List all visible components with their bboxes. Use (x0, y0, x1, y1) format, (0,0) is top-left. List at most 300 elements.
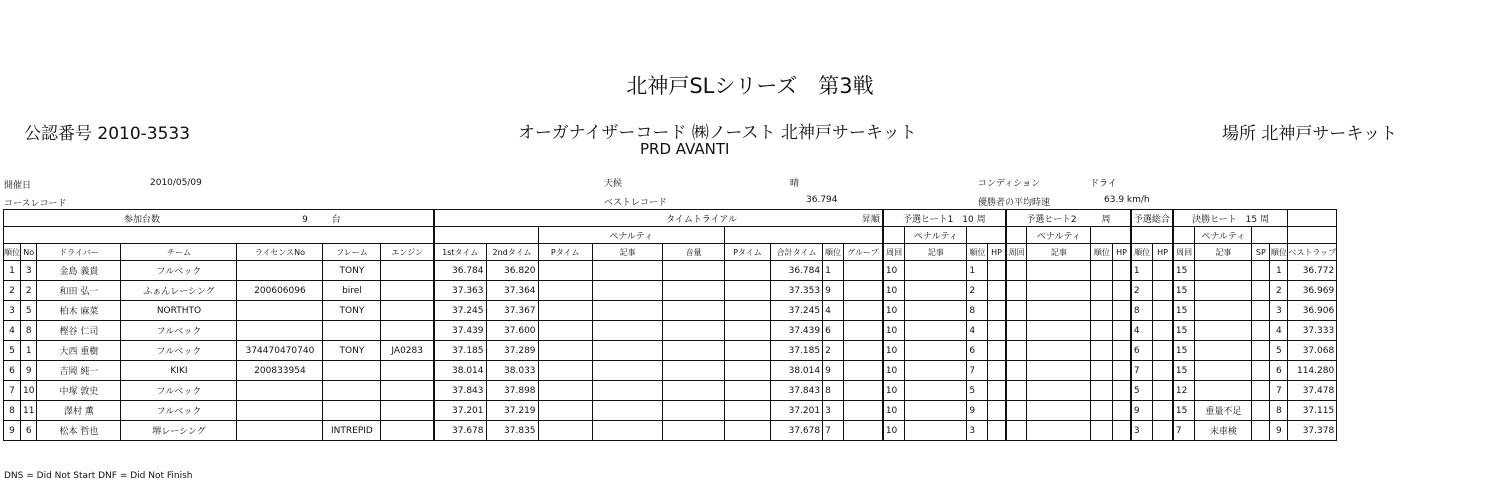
cell-total: 37.439 (771, 321, 823, 341)
cell-t1: 37.185 (434, 341, 486, 361)
avg-speed-label: 優勝者の平均時速 (978, 198, 1051, 208)
weather-label: 天候 (604, 179, 623, 189)
empty-cell (1113, 341, 1131, 361)
cell-f_laps: 7 (1173, 421, 1195, 441)
participants-label: 参加台数 (124, 214, 161, 225)
column-header: 1stタイム (434, 244, 486, 261)
heat2-label: 予選ヒート2 (1026, 214, 1077, 225)
empty-cell (843, 301, 882, 321)
cell-f_rank: 4 (1270, 321, 1288, 341)
empty-cell (592, 321, 663, 341)
empty-cell (1252, 421, 1270, 441)
cell-rank: 7 (4, 381, 21, 401)
empty-cell (1027, 281, 1091, 301)
cell-license (237, 301, 323, 321)
column-header: 周回 (883, 244, 905, 261)
cell-q_rank: 3 (1131, 421, 1153, 441)
cell-h1_rank: 9 (967, 401, 988, 421)
empty-cell (663, 361, 724, 381)
empty-cell (905, 421, 967, 441)
cell-h1_rank: 2 (967, 281, 988, 301)
column-header: ライセンスNo (237, 244, 323, 261)
table-row (4, 301, 1337, 321)
cell-team: 堺レーシング (121, 421, 237, 441)
empty-cell (1006, 261, 1027, 281)
cell-f_note (1195, 301, 1252, 321)
cell-license (237, 421, 323, 441)
empty-cell (988, 421, 1006, 441)
empty-cell (724, 321, 770, 341)
empty-cell (905, 301, 967, 321)
best-record-value: 36.794 (806, 195, 838, 205)
empty-cell (988, 321, 1006, 341)
cell-q_rank: 1 (1131, 261, 1153, 281)
empty-cell (843, 321, 882, 341)
cell-total: 37.185 (771, 341, 823, 361)
final-unit: 周 (1260, 214, 1270, 225)
empty-cell (663, 401, 724, 421)
cell-t1: 37.678 (434, 421, 486, 441)
empty-cell (1006, 321, 1027, 341)
results-body (4, 261, 1337, 441)
cell-best: 37.068 (1288, 341, 1337, 361)
cell-best: 36.772 (1288, 261, 1337, 281)
column-header: SP (1252, 244, 1270, 261)
empty-cell (592, 361, 663, 381)
cell-f_note (1195, 341, 1252, 361)
asc-label: 昇順 (861, 214, 880, 225)
weather-value: 晴 (790, 179, 800, 189)
cell-t2: 37.364 (486, 281, 538, 301)
cell-t2: 37.219 (486, 401, 538, 421)
cell-license: 374470470740 (237, 341, 323, 361)
empty-cell (724, 281, 770, 301)
cell-best: 36.906 (1288, 301, 1337, 321)
final-penalty-label: ペナルティ (1195, 227, 1252, 244)
condition-value: ドライ (1090, 179, 1117, 189)
column-header: 2ndタイム (486, 244, 538, 261)
cell-total: 37.678 (771, 421, 823, 441)
empty-cell (905, 341, 967, 361)
cell-h1_laps: 10 (883, 301, 905, 321)
empty-cell (1113, 281, 1131, 301)
cell-f_laps: 15 (1173, 261, 1195, 281)
empty-cell (1091, 301, 1113, 321)
column-header: 順位 (1131, 244, 1153, 261)
page-title: 北神戸SLシリーズ 第3戦 (626, 74, 874, 98)
empty-cell (1006, 227, 1027, 244)
empty-cell (724, 301, 770, 321)
cell-total: 37.353 (771, 281, 823, 301)
empty-cell (1153, 301, 1173, 321)
empty-cell (988, 341, 1006, 361)
cell-f_note (1195, 321, 1252, 341)
cell-total: 37.843 (771, 381, 823, 401)
cell-t2: 38.033 (486, 361, 538, 381)
heat2-unit: 周 (1101, 214, 1111, 225)
empty-cell (988, 381, 1006, 401)
cell-q_rank: 4 (1131, 321, 1153, 341)
cell-rank: 9 (4, 421, 21, 441)
column-header: 順位 (967, 244, 988, 261)
cell-frame: birel (323, 281, 381, 301)
empty-cell (1252, 381, 1270, 401)
empty-cell (967, 227, 1006, 244)
cell-tt_rank: 8 (823, 381, 844, 401)
cell-best: 37.478 (1288, 381, 1337, 401)
column-header: 合計タイム (771, 244, 823, 261)
cell-rank: 3 (4, 301, 21, 321)
cell-f_rank: 2 (1270, 281, 1288, 301)
cell-total: 37.201 (771, 401, 823, 421)
column-header: Pタイム (724, 244, 770, 261)
column-header: 順位 (1091, 244, 1113, 261)
table-row (4, 281, 1337, 301)
empty-cell (1113, 321, 1131, 341)
cell-h1_laps: 10 (883, 261, 905, 281)
cell-driver: 樫谷 仁司 (37, 321, 121, 341)
cell-no: 10 (21, 381, 37, 401)
organizer-sub: PRD AVANTI (640, 140, 730, 158)
cell-engine (381, 361, 434, 381)
cell-h1_laps: 10 (883, 281, 905, 301)
cell-rank: 1 (4, 261, 21, 281)
certification-number: 公認番号 2010-3533 (24, 124, 191, 144)
cell-t2: 37.600 (486, 321, 538, 341)
cell-license: 200833954 (237, 361, 323, 381)
cell-team: KIKI (121, 361, 237, 381)
cell-frame: TONY (323, 341, 381, 361)
empty-cell (1091, 281, 1113, 301)
cell-f_rank: 9 (1270, 421, 1288, 441)
cell-driver: 澤村 薫 (37, 401, 121, 421)
cell-h1_laps: 10 (883, 321, 905, 341)
empty-cell (538, 341, 592, 361)
cell-t1: 37.245 (434, 301, 486, 321)
cell-f_rank: 5 (1270, 341, 1288, 361)
empty-cell (1091, 227, 1131, 244)
cell-t1: 38.014 (434, 361, 486, 381)
cell-f_laps: 15 (1173, 281, 1195, 301)
cell-license (237, 381, 323, 401)
heat1-label: 予選ヒート1 (903, 214, 954, 225)
empty-cell (905, 381, 967, 401)
cell-h1_rank: 7 (967, 361, 988, 381)
empty-cell (1252, 321, 1270, 341)
empty-cell (724, 227, 883, 244)
cell-h1_rank: 6 (967, 341, 988, 361)
cell-q_rank: 2 (1131, 281, 1153, 301)
empty-cell (538, 381, 592, 401)
empty-cell (1091, 261, 1113, 281)
empty-cell (1153, 381, 1173, 401)
cell-best: 37.378 (1288, 421, 1337, 441)
empty-cell (592, 421, 663, 441)
cell-engine (381, 281, 434, 301)
table-row (4, 401, 1337, 421)
cell-h1_laps: 10 (883, 401, 905, 421)
venue: 場所 北神戸サーキット (1222, 124, 1398, 144)
cell-no: 1 (21, 341, 37, 361)
empty-cell (434, 227, 538, 244)
cell-team: NORTHTO (121, 301, 237, 321)
cell-total: 37.245 (771, 301, 823, 321)
empty-cell (663, 421, 724, 441)
cell-engine: JA0283 (381, 341, 434, 361)
column-header: 順位 (823, 244, 844, 261)
cell-total: 36.784 (771, 261, 823, 281)
table-row (4, 361, 1337, 381)
empty-cell (1091, 361, 1113, 381)
cell-no: 8 (21, 321, 37, 341)
cell-best: 36.969 (1288, 281, 1337, 301)
table-row (4, 381, 1337, 401)
empty-header-cell (1288, 210, 1337, 227)
empty-cell (905, 401, 967, 421)
empty-cell (538, 301, 592, 321)
empty-cell (905, 281, 967, 301)
cell-engine (381, 261, 434, 281)
cell-engine (381, 381, 434, 401)
empty-cell (1091, 401, 1113, 421)
cell-license (237, 261, 323, 281)
cell-engine (381, 421, 434, 441)
cell-no: 11 (21, 401, 37, 421)
column-header: フレーム (323, 244, 381, 261)
column-header: 周回 (1173, 244, 1195, 261)
empty-cell (883, 227, 905, 244)
heat1-cell (883, 210, 1006, 227)
empty-cell (592, 281, 663, 301)
cell-h1_rank: 8 (967, 301, 988, 321)
cell-total: 38.014 (771, 361, 823, 381)
avg-speed-value: 63.9 km/h (1104, 195, 1150, 205)
cell-team: フルベック (121, 381, 237, 401)
cell-driver: 和田 弘一 (37, 281, 121, 301)
cell-team: フルベック (121, 321, 237, 341)
empty-cell (1027, 381, 1091, 401)
heat1-laps: 10 (962, 214, 974, 225)
empty-cell (988, 281, 1006, 301)
cell-h1_rank: 1 (967, 261, 988, 281)
cell-q_rank: 9 (1131, 401, 1153, 421)
empty-cell (1252, 227, 1288, 244)
empty-cell (1252, 361, 1270, 381)
cell-t2: 37.898 (486, 381, 538, 401)
empty-cell (1173, 227, 1195, 244)
cell-rank: 5 (4, 341, 21, 361)
cell-f_note (1195, 261, 1252, 281)
cell-rank: 4 (4, 321, 21, 341)
cell-q_rank: 6 (1131, 341, 1153, 361)
empty-cell (905, 361, 967, 381)
column-header: No (21, 244, 37, 261)
empty-cell (538, 401, 592, 421)
empty-cell (843, 361, 882, 381)
empty-cell (1006, 341, 1027, 361)
cell-engine (381, 301, 434, 321)
cell-t1: 37.843 (434, 381, 486, 401)
cell-t1: 37.363 (434, 281, 486, 301)
cell-h1_laps: 10 (883, 381, 905, 401)
cell-driver: 松本 哲也 (37, 421, 121, 441)
empty-cell (724, 401, 770, 421)
cell-team: フルベック (121, 261, 237, 281)
cell-frame (323, 321, 381, 341)
column-header-row (4, 244, 1337, 261)
cell-h1_rank: 4 (967, 321, 988, 341)
table-row (4, 321, 1337, 341)
participants-cell (4, 210, 434, 227)
column-header: ベストラップ (1288, 244, 1337, 261)
cell-tt_rank: 9 (823, 281, 844, 301)
table-row (4, 341, 1337, 361)
cell-t2: 37.289 (486, 341, 538, 361)
results-table (3, 209, 1337, 441)
penalty-header-row (4, 227, 1337, 244)
cell-driver: 金島 義貴 (37, 261, 121, 281)
empty-cell (1113, 401, 1131, 421)
cell-h1_laps: 10 (883, 421, 905, 441)
cell-no: 6 (21, 421, 37, 441)
cell-rank: 2 (4, 281, 21, 301)
cell-t1: 36.784 (434, 261, 486, 281)
cell-tt_rank: 4 (823, 301, 844, 321)
group-header-row (4, 210, 1337, 227)
cell-frame (323, 381, 381, 401)
cell-t2: 37.835 (486, 421, 538, 441)
empty-cell (1252, 261, 1270, 281)
empty-cell (1153, 401, 1173, 421)
column-header: HP (988, 244, 1006, 261)
empty-cell (1113, 361, 1131, 381)
empty-cell (663, 381, 724, 401)
participants-unit: 台 (331, 214, 341, 225)
course-record-label: コースレコード (4, 199, 67, 209)
cell-f_rank: 1 (1270, 261, 1288, 281)
empty-cell (843, 421, 882, 441)
cell-tt_rank: 6 (823, 321, 844, 341)
empty-cell (1113, 301, 1131, 321)
column-header: 順位 (1270, 244, 1288, 261)
cell-frame (323, 401, 381, 421)
cell-h1_rank: 3 (967, 421, 988, 441)
empty-cell (1027, 401, 1091, 421)
empty-cell (1252, 401, 1270, 421)
cell-team: ふぁんレーシング (121, 281, 237, 301)
cell-license (237, 401, 323, 421)
empty-cell (1091, 321, 1113, 341)
cell-h1_rank: 5 (967, 381, 988, 401)
empty-cell (1153, 261, 1173, 281)
cell-engine (381, 321, 434, 341)
empty-cell (724, 381, 770, 401)
column-header: チーム (121, 244, 237, 261)
column-header: 記事 (1195, 244, 1252, 261)
empty-cell (1027, 301, 1091, 321)
empty-cell (592, 341, 663, 361)
empty-cell (724, 421, 770, 441)
empty-cell (724, 341, 770, 361)
empty-cell (905, 261, 967, 281)
cell-license (237, 321, 323, 341)
column-header: 記事 (1027, 244, 1091, 261)
cell-f_rank: 8 (1270, 401, 1288, 421)
cell-team: フルベック (121, 401, 237, 421)
participants-count: 9 (302, 214, 308, 225)
empty-cell (1153, 281, 1173, 301)
column-header: 音量 (663, 244, 724, 261)
cell-no: 5 (21, 301, 37, 321)
empty-cell (4, 227, 434, 244)
empty-cell (1027, 321, 1091, 341)
empty-cell (905, 321, 967, 341)
empty-cell (1113, 381, 1131, 401)
empty-cell (663, 301, 724, 321)
cell-driver: 吉岡 純一 (37, 361, 121, 381)
column-header: HP (1113, 244, 1131, 261)
empty-cell (663, 281, 724, 301)
empty-cell (1027, 341, 1091, 361)
empty-cell (843, 381, 882, 401)
empty-cell (1091, 341, 1113, 361)
final-cell (1173, 210, 1288, 227)
empty-cell (1113, 261, 1131, 281)
cell-f_laps: 12 (1173, 381, 1195, 401)
empty-cell (592, 381, 663, 401)
empty-cell (1288, 227, 1337, 244)
empty-cell (843, 281, 882, 301)
empty-cell (988, 261, 1006, 281)
cell-frame: INTREPID (323, 421, 381, 441)
empty-cell (1252, 301, 1270, 321)
cell-tt_rank: 9 (823, 361, 844, 381)
heat2-cell (1006, 210, 1131, 227)
cell-q_rank: 7 (1131, 361, 1153, 381)
column-header: グループ (843, 244, 882, 261)
empty-cell (1006, 421, 1027, 441)
cell-tt_rank: 1 (823, 261, 844, 281)
empty-cell (724, 261, 770, 281)
cell-t2: 37.367 (486, 301, 538, 321)
cell-f_rank: 6 (1270, 361, 1288, 381)
empty-cell (843, 401, 882, 421)
empty-cell (592, 401, 663, 421)
empty-cell (1006, 361, 1027, 381)
empty-cell (538, 321, 592, 341)
column-header: HP (1153, 244, 1173, 261)
empty-cell (1091, 381, 1113, 401)
cell-frame (323, 361, 381, 381)
cell-rank: 6 (4, 361, 21, 381)
empty-cell (1153, 421, 1173, 441)
empty-cell (1091, 421, 1113, 441)
empty-cell (1006, 301, 1027, 321)
h2-penalty-label: ペナルティ (1027, 227, 1091, 244)
cell-tt_rank: 2 (823, 341, 844, 361)
empty-cell (1006, 401, 1027, 421)
cell-h1_laps: 10 (883, 341, 905, 361)
empty-cell (988, 401, 1006, 421)
cell-no: 2 (21, 281, 37, 301)
cell-license: 200606096 (237, 281, 323, 301)
cell-q_rank: 5 (1131, 381, 1153, 401)
time-trial-cell (434, 210, 883, 227)
final-laps: 15 (1245, 214, 1258, 225)
empty-cell (1252, 281, 1270, 301)
empty-cell (843, 261, 882, 281)
empty-cell (988, 361, 1006, 381)
